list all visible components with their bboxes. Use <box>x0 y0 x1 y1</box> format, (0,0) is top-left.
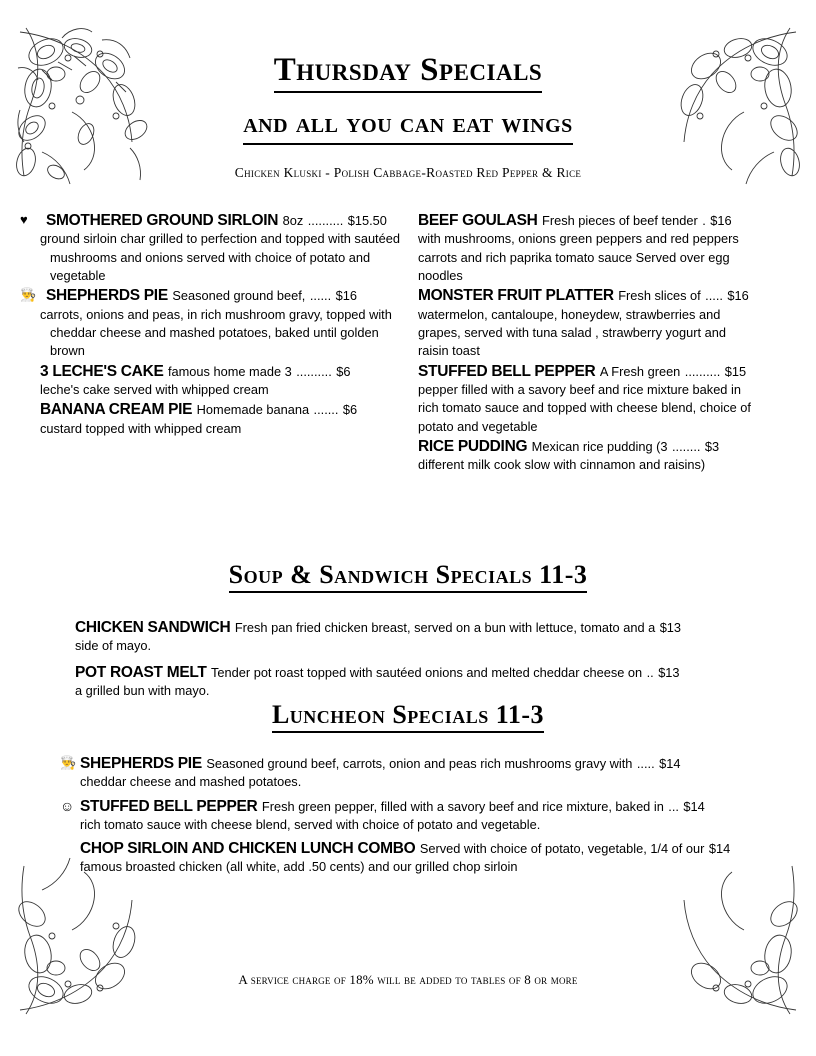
item-lead: Fresh slices of <box>618 288 701 304</box>
leader-dots: ....... <box>313 402 339 418</box>
item-description: ground sirloin char grilled to perfection and topped with sautéed mushrooms and onions served with choice of potato and vegetable <box>40 231 400 283</box>
chef-icon: 👨‍🍳 <box>20 287 37 303</box>
item-lead: A Fresh green <box>599 363 681 379</box>
item-lead: Fresh pieces of beef tender <box>542 213 698 228</box>
item-description: pepper filled with a savory beef and rice mixture baked in rich tomato sauce and topped with cheese blend, choice of potato and vegetable <box>418 382 751 434</box>
leader-dots: ... <box>668 798 679 814</box>
item-description: carrots, onions and peas, in rich mushroom gravy, topped with cheddar cheese and mashed potatoes, baked until golden brown <box>40 306 392 359</box>
item-description: cheddar cheese and mashed potatoes. <box>80 774 302 790</box>
item-lead: Homemade banana <box>196 402 310 418</box>
item-lead: Fresh pan fried chicken breast, served on a bun with lettuce, tomato and a <box>234 620 656 635</box>
leader-dots: .......... <box>296 363 332 379</box>
item-price: $14 <box>683 798 705 814</box>
menu-item <box>62 755 786 792</box>
menu-item <box>20 212 400 285</box>
item-price: $14 <box>659 756 681 771</box>
right-column <box>418 212 758 477</box>
leader-dots: ........ <box>672 439 701 455</box>
chef-icon: 👨‍🍳 <box>60 755 77 770</box>
leader-dots: ...... <box>309 288 332 304</box>
item-price: $15 <box>724 363 747 379</box>
item-name: 3 LECHE'S CAKE <box>40 362 164 380</box>
leader-dots: .......... <box>307 213 344 228</box>
item-price: $3 <box>704 439 720 455</box>
item-lead: Seasoned ground beef, <box>172 288 306 304</box>
item-name: RICE PUDDING <box>418 438 528 456</box>
menu-item <box>418 287 758 360</box>
heart-icon: ♥ <box>20 212 28 227</box>
menu-item <box>75 664 786 701</box>
item-description: leche's cake served with whipped cream <box>40 382 269 397</box>
item-lead: Served with choice of potato, vegetable, 1/4 of our <box>419 841 705 857</box>
item-lead: 8oz <box>282 213 304 228</box>
menu-item <box>62 798 786 835</box>
item-price: $13 <box>659 620 682 635</box>
item-name: POT ROAST MELT <box>75 663 207 681</box>
service-charge-note: A service charge of 18% will be added to tables of 8 or more <box>238 972 578 987</box>
item-name: SHEPHERDS PIE <box>80 755 202 772</box>
item-lead: Seasoned ground beef, carrots, onion and peas rich mushrooms gravy with <box>206 756 633 771</box>
item-price: $13 <box>658 664 680 680</box>
leader-dots: ..... <box>705 288 723 304</box>
item-name: SMOTHERED GROUND SIRLOIN <box>46 212 279 229</box>
page-title: Thursday Specials <box>274 52 542 93</box>
specials-columns <box>20 212 786 477</box>
item-description: watermelon, cantaloupe, honeydew, strawberries and grapes, served with tuna salad , strawberry yogurt and raisin toast <box>418 306 726 359</box>
item-name: STUFFED BELL PEPPER <box>418 362 596 380</box>
leader-dots: . <box>702 213 706 228</box>
leader-dots: .......... <box>684 363 721 379</box>
item-description: side of mayo. <box>75 638 152 654</box>
leader-dots: .. <box>646 664 654 680</box>
side-line: Chicken Kluski - Polish Cabbage-Roasted Red Pepper & Rice <box>234 165 582 180</box>
menu-item <box>418 363 758 436</box>
menu-item <box>75 619 786 656</box>
item-description: custard topped with whipped cream <box>40 420 242 436</box>
menu-item <box>40 401 400 438</box>
item-description: rich tomato sauce with cheese blend, served with choice of potato and vegetable. <box>80 816 541 832</box>
menu-item <box>40 363 400 400</box>
item-price: $16 <box>710 213 732 228</box>
luncheon-section <box>30 700 786 883</box>
item-name: MONSTER FRUIT PLATTER <box>418 287 614 305</box>
item-lead: famous home made 3 <box>167 363 292 379</box>
item-name: SHEPHERDS PIE <box>46 287 168 305</box>
item-price: $16 <box>335 288 357 304</box>
smiley-icon: ☺ <box>60 797 75 814</box>
leader-dots: ..... <box>636 756 655 771</box>
item-description: a grilled bun with mayo. <box>75 682 210 698</box>
item-lead: Tender pot roast topped with sautéed onions and melted cheddar cheese on <box>211 664 643 680</box>
item-lead: Fresh green pepper, filled with a savory beef and rice mixture, baked in <box>261 798 664 814</box>
page-subtitle: and all you can eat wings <box>243 107 573 145</box>
item-name: CHOP SIRLOIN AND CHICKEN LUNCH COMBO <box>80 840 416 858</box>
item-price: $15.50 <box>347 213 387 228</box>
item-description: famous broasted chicken (all white, add .50 cents) and our grilled chop sirloin <box>80 859 518 875</box>
item-price: $6 <box>336 363 351 379</box>
item-description: with mushrooms, onions green peppers and red peppers carrots and rich paprika tomato sauce Served over egg noodles <box>418 231 739 283</box>
menu-item <box>20 287 400 360</box>
item-name: STUFFED BELL PEPPER <box>80 797 258 815</box>
item-description: different milk cook slow with cinnamon and raisins) <box>418 457 706 473</box>
menu-item <box>418 212 758 285</box>
item-name: BANANA CREAM PIE <box>40 401 193 419</box>
item-name: BEEF GOULASH <box>418 212 538 229</box>
item-price: $14 <box>708 841 731 857</box>
item-price: $16 <box>727 288 749 304</box>
item-lead: Mexican rice pudding (3 <box>531 439 668 455</box>
soup-sandwich-section <box>30 560 786 708</box>
menu-item <box>62 840 786 877</box>
left-column <box>20 212 400 477</box>
menu-item <box>418 438 758 475</box>
item-price: $6 <box>342 402 358 418</box>
menu-header <box>0 0 816 181</box>
section-title-luncheon: Luncheon Specials 11-3 <box>272 700 544 733</box>
item-name: CHICKEN SANDWICH <box>75 619 231 636</box>
section-title-soup: Soup & Sandwich Specials 11-3 <box>229 560 588 593</box>
